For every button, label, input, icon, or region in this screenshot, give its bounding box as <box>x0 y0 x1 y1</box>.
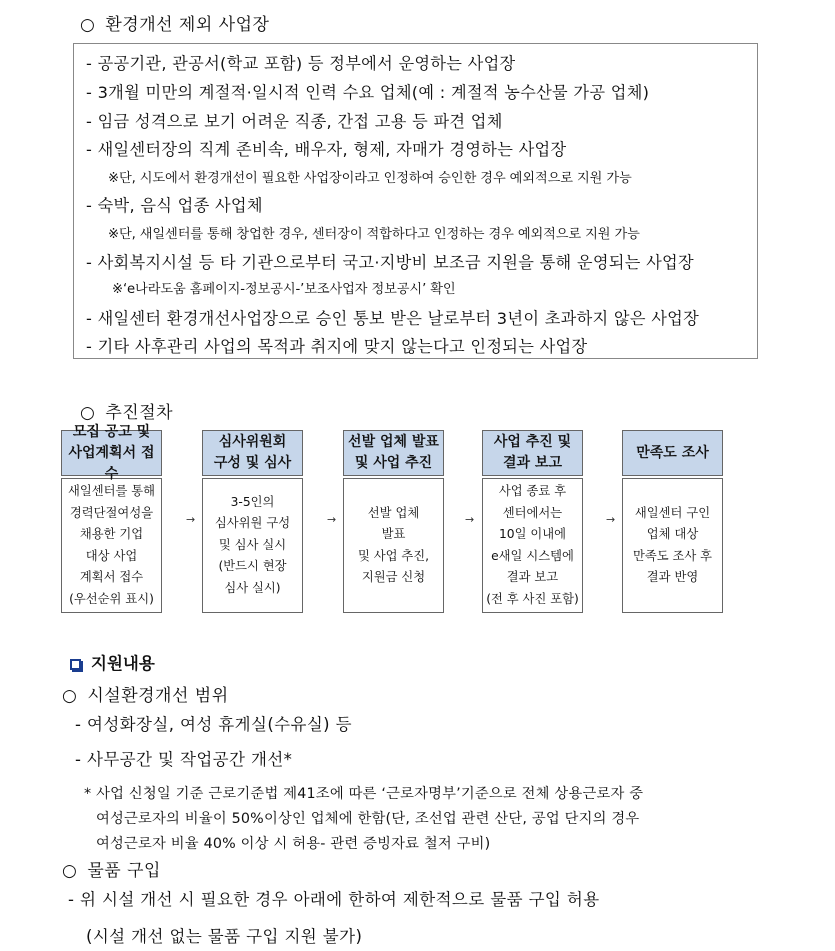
step-title: 선발 업체 발표 및 사업 추진 <box>343 430 444 476</box>
footnote-line: * 사업 신청일 기준 근로기준법 제41조에 따른 ‘근로자명부’기준으로 전체 상용근로자 중 <box>84 786 644 802</box>
step-title: 만족도 조사 <box>622 430 723 476</box>
circle-bullet-icon: ○ <box>62 686 78 706</box>
footnote-line: 여성근로자 비율 40% 이상 시 허용- 관련 증빙자료 철저 구비) <box>96 836 491 852</box>
purchase-item: (시설 개선 없는 물품 구입 지원 불가) <box>86 927 363 946</box>
procedure-step <box>482 430 583 613</box>
purchase-item: - 위 시설 개선 시 필요한 경우 아래에 한하여 제한적으로 물품 구입 허용 <box>68 890 600 909</box>
arrow-right-icon: → <box>186 513 196 526</box>
step-description: 선발 업체 발표 및 사업 추진, 지원금 신청 <box>343 478 444 613</box>
exclusion-note: ※‘e나라도움 홈페이지-정보공시-’보조사업자 정보공시’ 확인 <box>112 282 456 297</box>
footnote-line: 여성근로자의 비율이 50%이상인 업체에 한함(단, 조선업 관련 산단, 공업 단지의 경우 <box>96 811 640 827</box>
exclusion-note: ※단, 시도에서 환경개선이 필요한 사업장이라고 인정하여 승인한 경우 예외적으로 지원 가능 <box>108 171 632 186</box>
step-description: 새일센터를 통해 경력단절여성을 채용한 기업 대상 사업 계획서 접수 (우선순위 표시) <box>61 478 162 613</box>
step-description: 새일센터 구인 업체 대상 만족도 조사 후 결과 반영 <box>622 478 723 613</box>
procedure-step <box>622 430 723 613</box>
purchase-heading: ○ 물품 구입 <box>62 861 161 881</box>
facility-item: - 사무공간 및 작업공간 개선* <box>75 750 293 769</box>
step-title: 심사위원회 구성 및 심사 <box>202 430 303 476</box>
circle-bullet-icon: ○ <box>80 403 96 423</box>
checkbox-bullet-icon <box>70 659 81 670</box>
procedure-heading: ○ 추진절차 <box>80 403 174 423</box>
arrow-right-icon: → <box>465 513 475 526</box>
exclusion-item: - 새일센터장의 직계 존비속, 배우자, 형제, 자매가 경영하는 사업장 <box>86 140 567 159</box>
exclusion-item: - 숙박, 음식 업종 사업체 <box>86 196 263 215</box>
exclusion-item: - 임금 성격으로 보기 어려운 직종, 간접 고용 등 파견 업체 <box>86 112 503 131</box>
exclusion-heading: ○ 환경개선 제외 사업장 <box>80 15 270 35</box>
step-description: 사업 종료 후 센터에서는 10일 이내에 e새일 시스템에 결과 보고 (전 후 사진 포함) <box>482 478 583 613</box>
procedure-step <box>61 423 162 613</box>
exclusion-item: - 사회복지시설 등 타 기관으로부터 국고·지방비 보조금 지원을 통해 운영되는 사업장 <box>86 253 694 272</box>
exclusion-box <box>73 43 758 359</box>
procedure-step <box>202 430 303 613</box>
procedure-step <box>343 430 444 613</box>
step-title: 사업 추진 및 결과 보고 <box>482 430 583 476</box>
arrow-right-icon: → <box>606 513 616 526</box>
exclusion-item: - 3개월 미만의 계절적·일시적 인력 수요 업체(예 : 계절적 농수산물 가공 업체) <box>86 83 650 102</box>
exclusion-item: - 공공기관, 관공서(학교 포함) 등 정부에서 운영하는 사업장 <box>86 54 516 73</box>
step-description: 3-5인의 심사위원 구성 및 심사 실시 (반드시 현장 심사 실시) <box>202 478 303 613</box>
facility-item: - 여성화장실, 여성 휴게실(수유실) 등 <box>75 715 352 734</box>
step-title: 모집 공고 및 사업계획서 접수 <box>61 430 162 476</box>
circle-bullet-icon: ○ <box>62 861 78 881</box>
support-section-title: 지원내용 <box>70 650 155 674</box>
circle-bullet-icon: ○ <box>80 15 96 35</box>
exclusion-note: ※단, 새일센터를 통해 창업한 경우, 센터장이 적합하다고 인정하는 경우 예외적으로 지원 가능 <box>108 227 640 242</box>
exclusion-item: - 기타 사후관리 사업의 목적과 취지에 맞지 않는다고 인정되는 사업장 <box>86 337 588 356</box>
facility-heading: ○ 시설환경개선 범위 <box>62 686 229 706</box>
arrow-right-icon: → <box>327 513 337 526</box>
exclusion-item: - 새일센터 환경개선사업장으로 승인 통보 받은 날로부터 3년이 초과하지 않은 사업장 <box>86 309 700 328</box>
